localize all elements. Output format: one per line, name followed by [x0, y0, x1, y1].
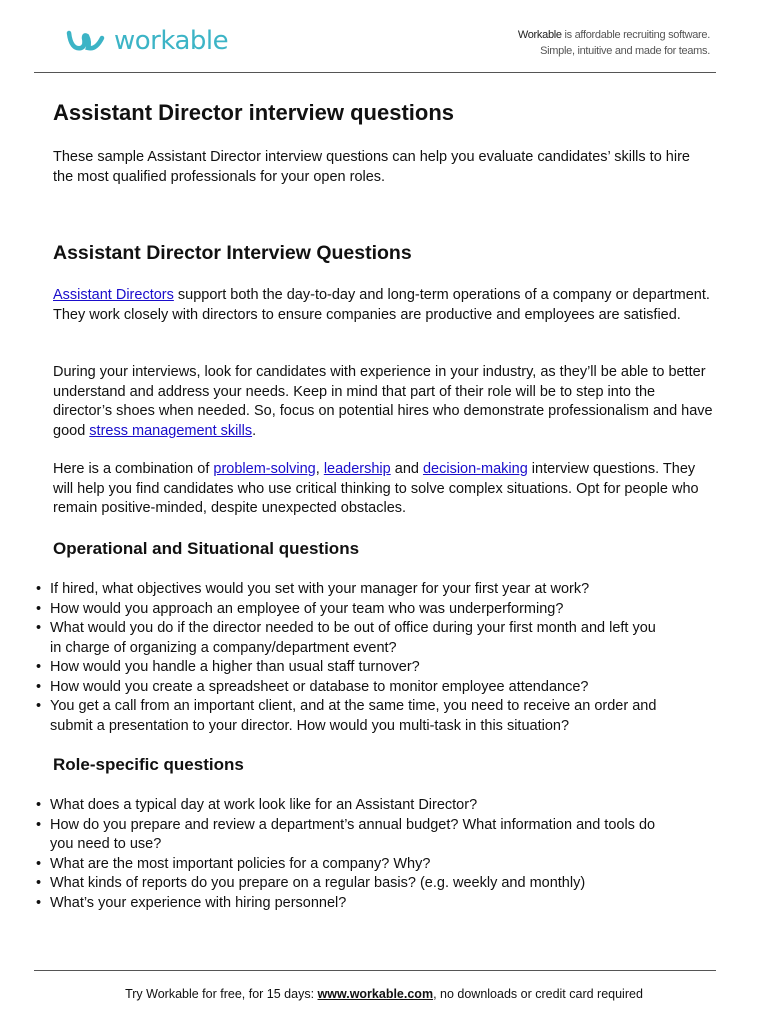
operational-questions-heading: Operational and Situational questions	[53, 539, 360, 558]
list-item: • How would you create a spreadsheet or database to monitor employee attendance?	[50, 678, 660, 698]
paragraph-text: Here is a combination of	[53, 461, 214, 477]
intro-paragraph: These sample Assistant Director interview questions can help you evaluate candidates’ skills to hire the most qualified professionals for your open roles.	[53, 149, 690, 185]
paragraph-text: .	[252, 422, 257, 439]
list-item: • You get a call from an important client, and at the same time, you need to receive an order and submit a presentation to your director. How would you multi-task in this situation?	[50, 697, 660, 736]
tagline-line2: Simple, intuitive and made for teams.	[540, 45, 710, 57]
problem-solving-link[interactable]: problem-solving	[213, 461, 316, 477]
list-item: • How do you prepare and review a department’s annual budget? What information and tools do you need to use?	[50, 816, 660, 855]
tagline	[518, 27, 710, 59]
footer	[0, 987, 768, 1001]
list-item: • What would you do if the director needed to be out of office during your first month and left you in charge of organizing a company/department event?	[50, 619, 660, 658]
paragraph-1	[53, 286, 713, 325]
paragraph-text: support both the day-to-day and long-term operations of a company or department. They work closely with directors to ensure companies are productive and employees are satisfied.	[53, 287, 710, 323]
paragraph-text: and	[390, 461, 423, 477]
workable-logo[interactable]	[66, 26, 228, 56]
paragraph-text: During your interviews, look for candidates with experience in your industry, as they’ll be able to better understand and address your needs. Keep in mind that part of their role will be to step into the director’s shoes when needed. So, focus on potential hires who demonstrate professionalism and have good	[53, 364, 713, 439]
footer-divider	[34, 970, 716, 971]
page-title: Assistant Director interview questions	[53, 100, 454, 125]
list-item: • What’s your experience with hiring personnel?	[50, 894, 660, 914]
assistant-directors-link[interactable]: Assistant Directors	[53, 287, 174, 303]
paragraph-3	[53, 460, 713, 519]
operational-questions-list	[0, 580, 660, 736]
footer-text: , no downloads or credit card required	[433, 987, 643, 1001]
list-item: • How would you handle a higher than usual staff turnover?	[50, 658, 660, 678]
paragraph-2	[53, 363, 713, 441]
decision-making-link[interactable]: decision-making	[422, 461, 528, 477]
workable-site-link[interactable]: www.workable.com	[317, 987, 434, 1001]
paragraph-text: ,	[315, 461, 324, 477]
tagline-text: is affordable recruiting software.	[561, 29, 710, 41]
list-item: • How would you approach an employee of your team who was underperforming?	[50, 600, 660, 620]
stress-management-link[interactable]: stress management skills	[89, 422, 253, 439]
workable-logo-icon	[66, 28, 106, 54]
role-specific-heading: Role-specific questions	[53, 755, 244, 774]
list-item: • What kinds of reports do you prepare on a regular basis? (e.g. weekly and monthly)	[50, 874, 660, 894]
paragraph-text: interview questions. They will help you find candidates who use critical thinking to solve complex situations. Opt for people who remain positive-minded, despite unexpected obstacles.	[53, 461, 699, 516]
section-title: Assistant Director Interview Questions	[53, 242, 412, 264]
logo-text: workable	[114, 26, 229, 56]
list-item: • If hired, what objectives would you set with your manager for your first year at work?	[50, 580, 660, 600]
footer-text: Try Workable for free, for 15 days:	[125, 987, 318, 1001]
tagline-brand: Workable	[517, 29, 562, 41]
role-specific-list	[0, 796, 660, 913]
leadership-link[interactable]: leadership	[323, 461, 391, 477]
header-divider	[34, 72, 716, 73]
list-item: • What does a typical day at work look like for an Assistant Director?	[50, 796, 660, 816]
list-item: • What are the most important policies for a company? Why?	[50, 855, 660, 875]
